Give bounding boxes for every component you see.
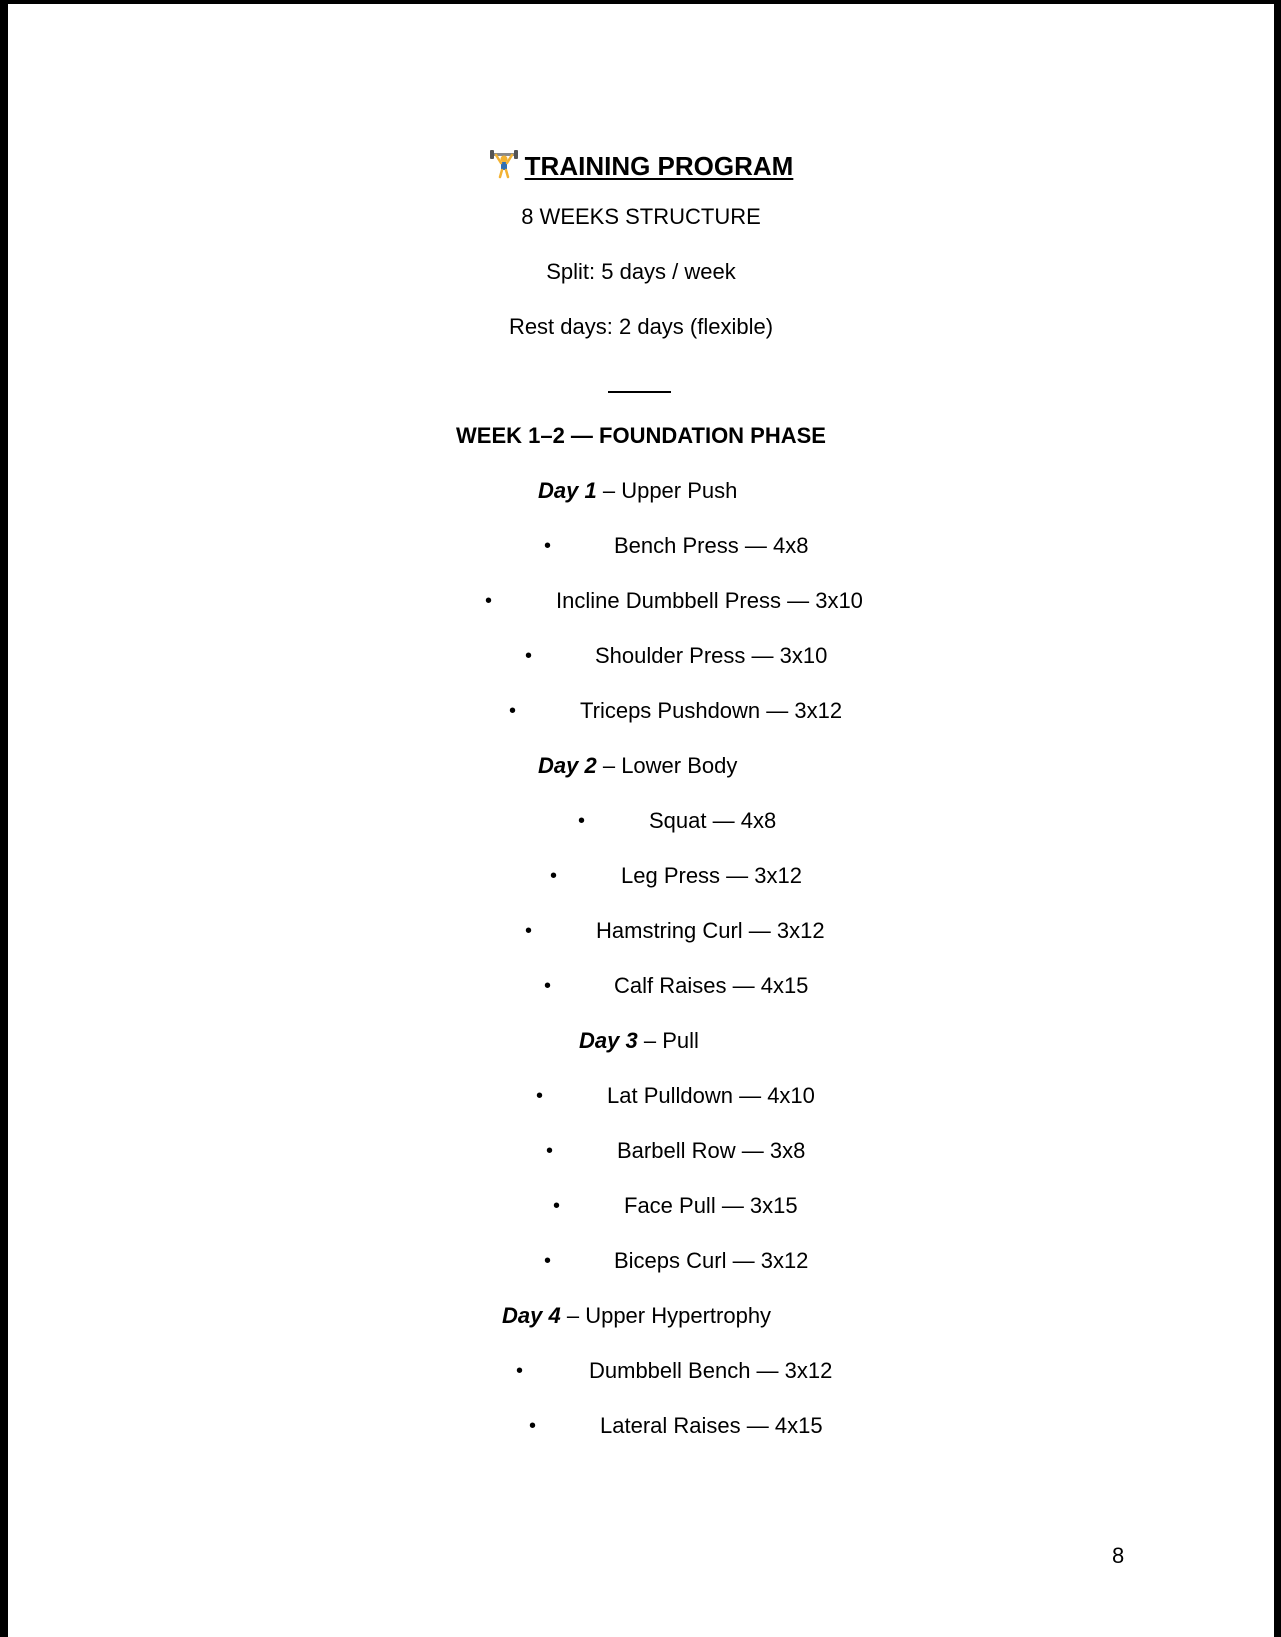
structure-line: 8 WEEKS STRUCTURE	[521, 204, 761, 229]
day-name: – Pull	[643, 1028, 699, 1053]
bullet: •	[578, 810, 586, 832]
document-page	[8, 4, 1274, 1637]
exercise-item: Incline Dumbbell Press — 3x10	[556, 588, 863, 613]
rest-line: Rest days: 2 days (flexible)	[508, 314, 774, 339]
day-heading	[538, 477, 737, 505]
bullet: •	[516, 1360, 524, 1382]
bullet: •	[544, 975, 552, 997]
page-number: 8	[1112, 1543, 1125, 1568]
exercise-item: Barbell Row — 3x8	[617, 1138, 806, 1163]
day-label: Day 1	[538, 478, 597, 503]
week-heading: WEEK 1–2 — FOUNDATION PHASE	[456, 423, 826, 448]
section-divider	[608, 391, 671, 393]
exercise-item: Bench Press — 4x8	[614, 533, 809, 558]
day-name: – Lower Body	[602, 753, 738, 778]
exercise-item: Leg Press — 3x12	[621, 863, 802, 888]
exercise-item: Biceps Curl — 3x12	[614, 1248, 809, 1273]
bullet: •	[544, 1250, 552, 1272]
page-title	[8, 149, 1274, 182]
day-heading	[502, 1302, 771, 1330]
day-label: Day 3	[579, 1028, 638, 1053]
day-heading	[579, 1027, 699, 1055]
exercise-item: Hamstring Curl — 3x12	[596, 918, 825, 943]
title-text: TRAINING PROGRAM	[524, 151, 794, 181]
exercise-item: Lat Pulldown — 4x10	[607, 1083, 815, 1108]
bullet: •	[525, 920, 533, 942]
split-line: Split: 5 days / week	[546, 259, 736, 284]
bullet: •	[485, 590, 493, 612]
weightlifter-icon	[489, 149, 519, 179]
bullet: •	[529, 1415, 537, 1437]
bullet: •	[553, 1195, 561, 1217]
bullet: •	[544, 535, 552, 557]
exercise-item: Dumbbell Bench — 3x12	[589, 1358, 833, 1383]
day-label: Day 2	[538, 753, 597, 778]
exercise-item: Shoulder Press — 3x10	[595, 643, 828, 668]
bullet: •	[546, 1140, 554, 1162]
bullet: •	[550, 865, 558, 887]
day-name: – Upper Push	[602, 478, 738, 503]
bullet: •	[525, 645, 533, 667]
exercise-item: Lateral Raises — 4x15	[600, 1413, 823, 1438]
exercise-item: Face Pull — 3x15	[624, 1193, 798, 1218]
exercise-item: Calf Raises — 4x15	[614, 973, 809, 998]
day-heading	[538, 752, 737, 780]
exercise-item: Triceps Pushdown — 3x12	[580, 698, 843, 723]
exercise-item: Squat — 4x8	[649, 808, 777, 833]
bullet: •	[536, 1085, 544, 1107]
day-name: – Upper Hypertrophy	[566, 1303, 772, 1328]
bullet: •	[509, 700, 517, 722]
day-label: Day 4	[502, 1303, 561, 1328]
